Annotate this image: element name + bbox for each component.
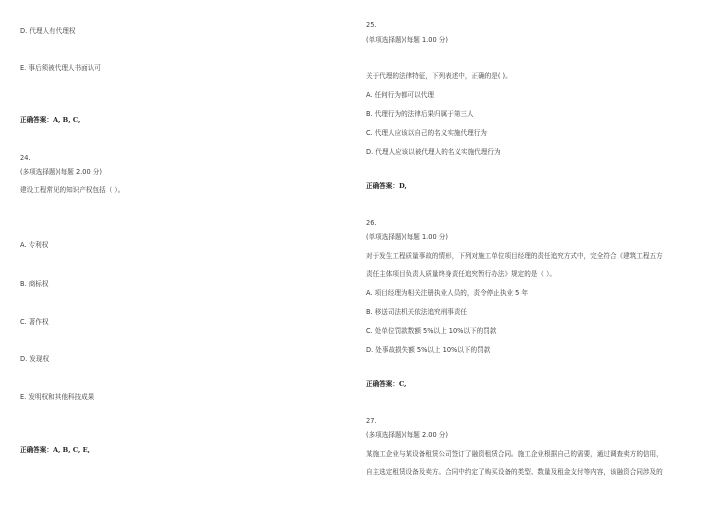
q25-option-a: A. 任何行为都可以代理 [366,91,434,99]
q26-stem-line1: 对于发生工程质量事故的情形，下列对施工单位项目经理的责任追究方式中，完全符合《建筑工程五方 [366,252,663,260]
q25-answer: 正确答案：D, [366,182,407,190]
q25-option-c: C. 代理人应该以自己的名义实施代理行为 [366,129,487,137]
q24-stem: 建设工程常见的知识产权包括（ ）。 [20,186,125,194]
q26-option-a: A. 项目经理为相关注册执业人员的，责令停止执业 5 年 [366,289,529,297]
q24-option-d: D. 发现权 [20,355,50,363]
q24-option-b: B. 商标权 [20,280,49,288]
q25-stem: 关于代理的法律特征，下列表述中，正确的是( )。 [366,72,512,80]
q24-option-c: C. 著作权 [20,318,49,326]
q24-option-a: A. 专利权 [20,241,49,249]
q26-option-b: B. 移送司法机关依法追究刑事责任 [366,308,468,316]
q27-stem-line2: 自主选定租赁设备及卖方。合同中约定了购买设备的类型、数量及租金支付等内容，该融资合同涉及的 [366,468,663,476]
q26-answer: 正确答案：C, [366,380,407,388]
q24-answer: 正确答案：A, B, C, E, [20,446,90,454]
q27-stem-line1: 某施工企业与某设备租赁公司签订了融资租赁合同。施工企业根据自己的需要，通过调查卖方的信用， [366,450,663,458]
q25-option-b: B. 代理行为的法律后果归属于第三人 [366,110,474,118]
q26-stem-line2: 责任主体项目负责人质量终身责任追究暂行办法》规定的是（ ）。 [366,270,557,278]
q24-type: (多项选择题)(每题 2.00 分) [20,168,102,176]
q27-number: 27. [366,417,377,425]
q26-number: 26. [366,219,377,227]
q25-type: (单项选择题)(每题 1.00 分) [366,36,448,44]
left-column [0,0,340,508]
q23-option-e: E. 事后须被代理人书面认可 [20,64,101,72]
q26-option-d: D. 处事故损失额 5%以上 10%以下的罚款 [366,346,491,354]
q23-answer: 正确答案：A, B, C, [20,116,81,124]
q27-type: (多项选择题)(每题 2.00 分) [366,431,448,439]
q26-option-c: C. 处单位罚款数额 5%以上 10%以下的罚款 [366,327,497,335]
right-column [340,0,720,508]
q23-option-d: D. 代理人有代理权 [20,27,76,35]
q26-type: (单项选择题)(每题 1.00 分) [366,233,448,241]
q24-option-e: E. 发明权和其他科技成果 [20,393,95,401]
q25-number: 25. [366,21,377,29]
q24-number: 24. [20,154,31,162]
q25-option-d: D. 代理人应该以被代理人的名义实施代理行为 [366,148,501,156]
